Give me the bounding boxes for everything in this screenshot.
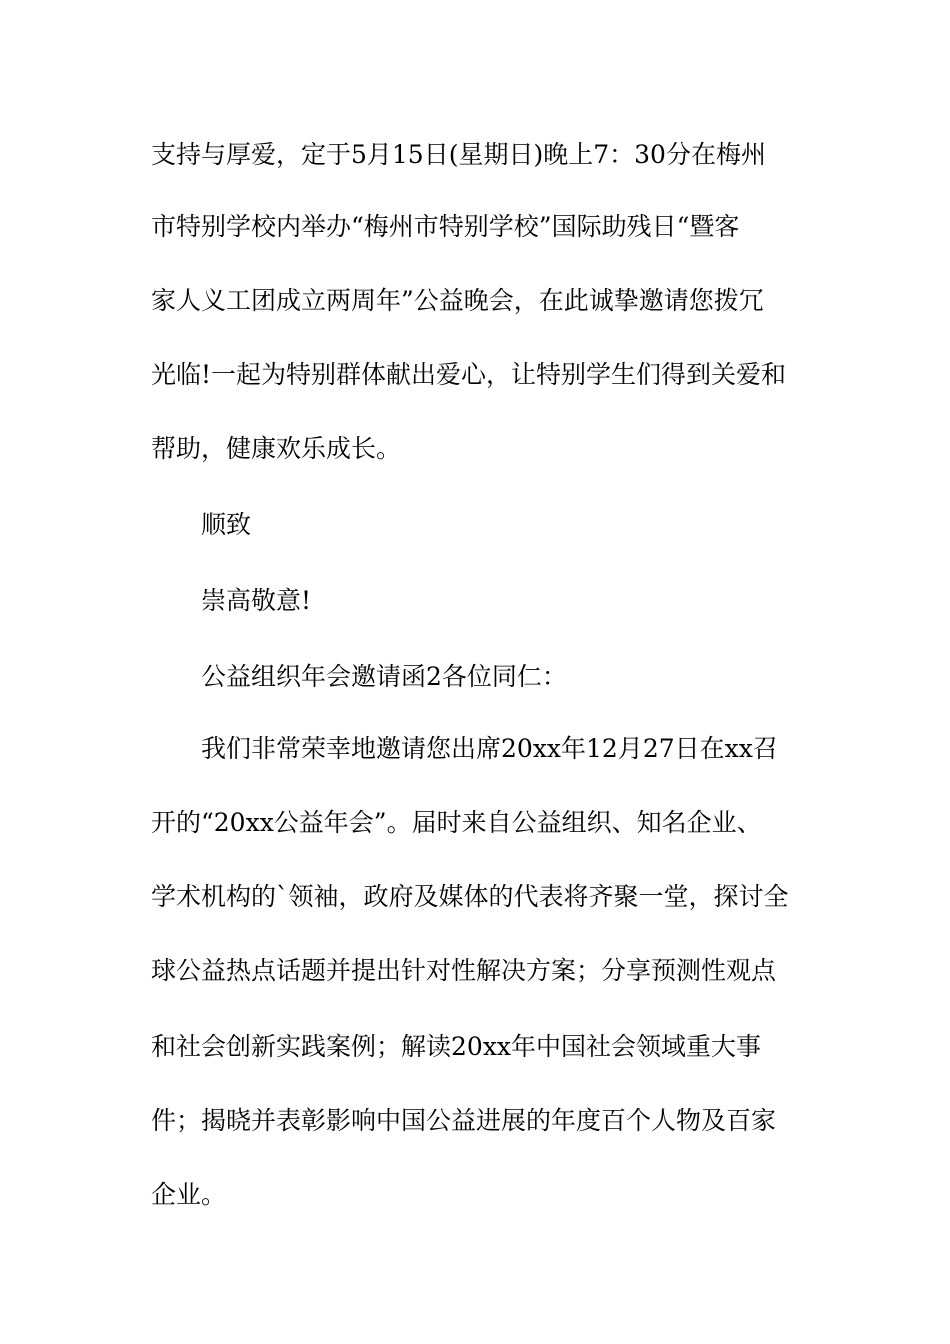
paragraph-line: 光临!一起为特别群体献出爱心，让特别学生们得到关爱和 bbox=[151, 360, 787, 389]
paragraph-line: 我们非常荣幸地邀请您出席20xx年12月27日在xx召 bbox=[201, 734, 778, 763]
paragraph-line: 和社会创新实践案例；解读20xx年中国社会领域重大事 bbox=[151, 1032, 762, 1061]
paragraph-line: 球公益热点话题并提出针对性解决方案；分享预测性观点 bbox=[151, 956, 777, 985]
paragraph-line: 企业。 bbox=[151, 1180, 227, 1209]
paragraph-line: 件；揭晓并表彰影响中国公益进展的年度百个人物及百家 bbox=[151, 1106, 777, 1135]
closing-salutation: 崇高敬意! bbox=[201, 586, 312, 615]
paragraph-line: 市特别学校内举办“梅州市特别学校”国际助残日“暨客 bbox=[151, 212, 740, 241]
closing-line: 顺致 bbox=[201, 510, 252, 539]
paragraph-line: 学术机构的`领袖，政府及媒体的代表将齐聚一堂，探讨全 bbox=[151, 882, 789, 911]
section-heading: 公益组织年会邀请函2各位同仁： bbox=[201, 662, 567, 691]
paragraph-line: 支持与厚爱，定于5月15日(星期日)晚上7：30分在梅州 bbox=[151, 140, 766, 169]
paragraph-line: 家人义工团成立两周年”公益晚会，在此诚挚邀请您拨冗 bbox=[151, 286, 764, 315]
paragraph-line: 帮助，健康欢乐成长。 bbox=[151, 434, 402, 463]
paragraph-line: 开的“20xx公益年会”。届时来自公益组织、知名企业、 bbox=[151, 808, 762, 837]
